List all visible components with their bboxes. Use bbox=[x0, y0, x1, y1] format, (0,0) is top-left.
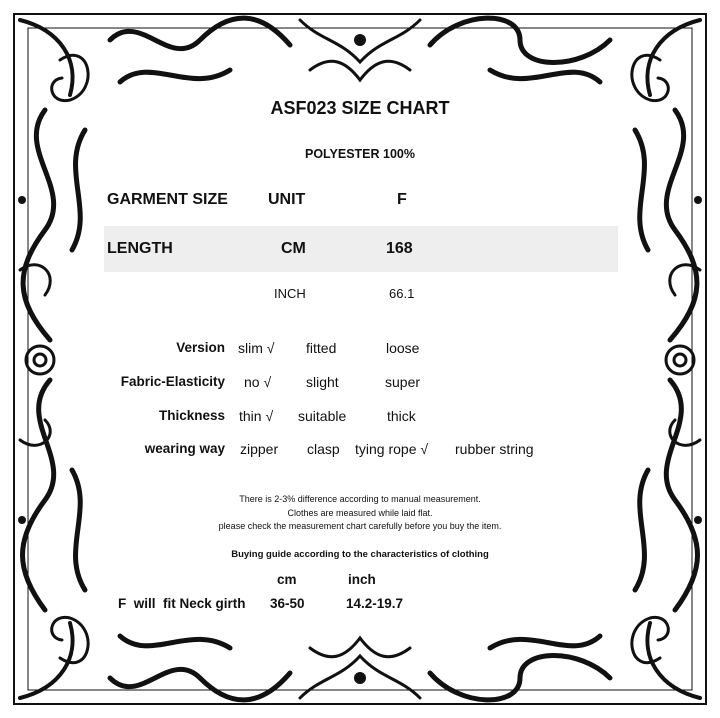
feature-label-fabric-elasticity: Fabric-Elasticity bbox=[120, 374, 225, 389]
option-suitable: suitable bbox=[298, 408, 347, 424]
check-mark: √ bbox=[263, 374, 272, 390]
header-garment-size: GARMENT SIZE bbox=[107, 191, 228, 208]
option-fitted: fitted bbox=[306, 340, 337, 356]
note-laid-flat: Clothes are measured while laid flat. bbox=[287, 508, 433, 518]
page-title: ASF023 SIZE CHART bbox=[270, 98, 450, 118]
check-mark: √ bbox=[420, 441, 429, 457]
length-row-band bbox=[104, 226, 618, 272]
buying-guide-title: Buying guide according to the characteristics of clothing bbox=[231, 549, 489, 560]
check-mark: √ bbox=[265, 408, 274, 424]
check-mark: √ bbox=[266, 340, 275, 356]
option-no: no √ bbox=[244, 374, 272, 390]
option-clasp: clasp bbox=[307, 441, 340, 457]
header-unit: UNIT bbox=[268, 191, 306, 208]
length-value-cm: 168 bbox=[386, 240, 413, 257]
feature-label-wearing-way: wearing way bbox=[144, 441, 225, 456]
guide-row-label: F will fit Neck girth bbox=[118, 596, 246, 611]
feature-label-thickness: Thickness bbox=[158, 408, 225, 423]
option-rubber-string: rubber string bbox=[455, 441, 534, 457]
guide-neck-cm: 36-50 bbox=[270, 596, 305, 611]
option-tying-rope: tying rope √ bbox=[355, 441, 429, 457]
option-zipper: zipper bbox=[240, 441, 279, 457]
material-label: POLYESTER 100% bbox=[304, 147, 415, 161]
note-difference: There is 2-3% difference according to manual measurement. bbox=[239, 494, 481, 504]
option-thin: thin √ bbox=[239, 408, 274, 424]
guide-col-cm: cm bbox=[277, 572, 297, 587]
option-super: super bbox=[385, 374, 421, 390]
header-size-f: F bbox=[397, 191, 407, 208]
length-unit-cm: CM bbox=[281, 240, 306, 257]
note-check-chart: please check the measurement chart carefully before you buy the item. bbox=[218, 521, 502, 531]
guide-col-inch: inch bbox=[348, 572, 376, 587]
option-slight: slight bbox=[306, 374, 339, 390]
length-label: LENGTH bbox=[107, 240, 173, 257]
length-value-inch: 66.1 bbox=[389, 286, 415, 301]
option-slim: slim √ bbox=[238, 340, 275, 356]
option-loose: loose bbox=[386, 340, 420, 356]
length-unit-inch: INCH bbox=[274, 286, 306, 301]
feature-label-version: Version bbox=[176, 340, 225, 355]
option-thick: thick bbox=[387, 408, 416, 424]
guide-neck-inch: 14.2-19.7 bbox=[346, 596, 404, 611]
